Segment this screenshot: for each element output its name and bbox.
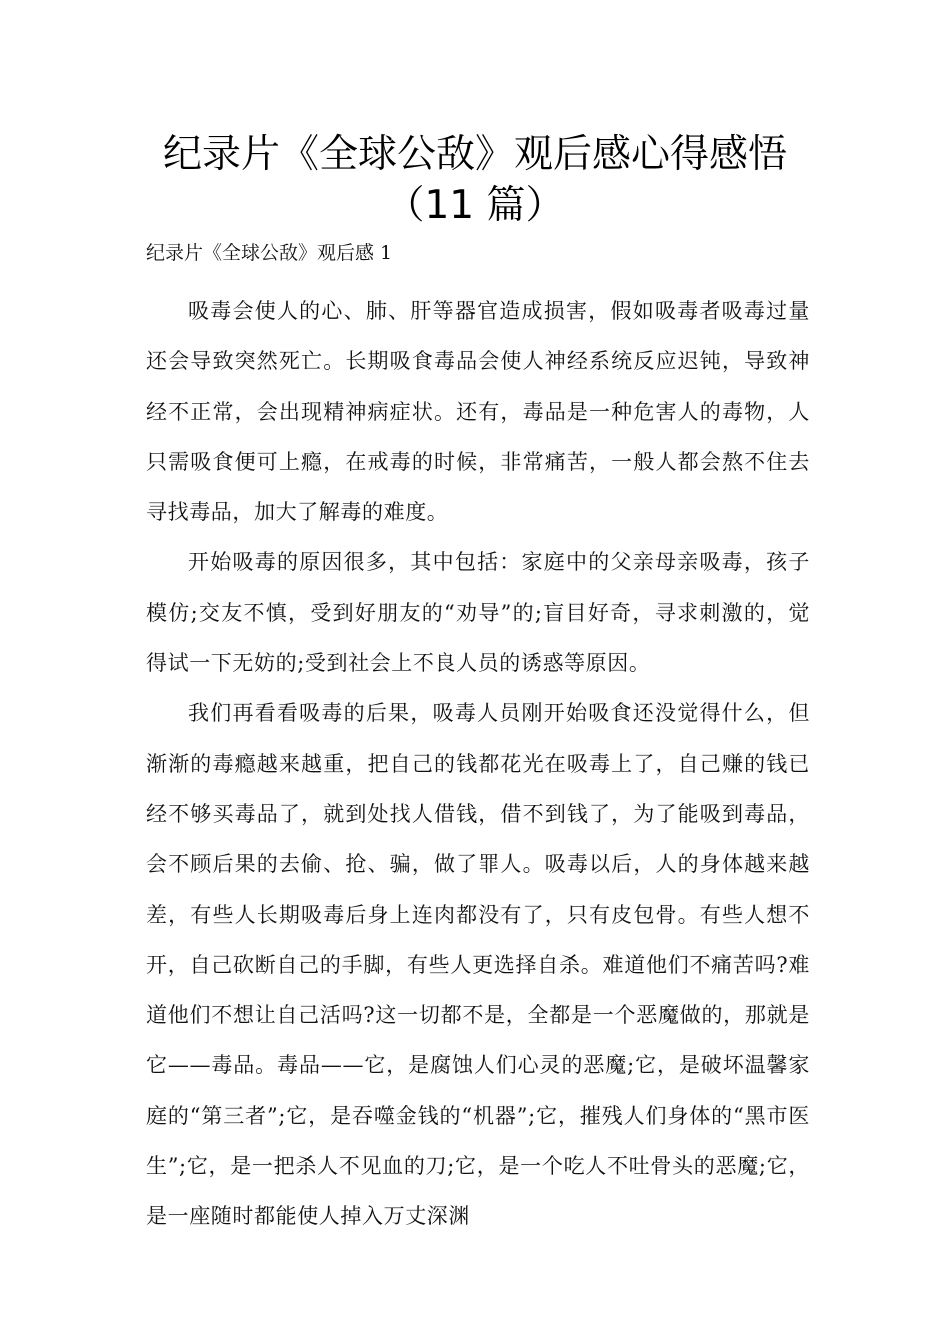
paragraph-3: 我们再看看吸毒的后果，吸毒人员刚开始吸食还没觉得什么，但渐渐的毒瘾越来越重，把自己的钱都花光在吸毒上了，自己赚的钱已经不够买毒品了，就到处找人借钱，借不到钱了，为了能吸到毒品，会不顾后果的去偷、抢、骗，做了罪人。吸毒以后，人的身体越来越差，有些人长期吸毒后身上连肉都没有了，只有皮包骨。有些人想不开，自己砍断自己的手脚，有些人更选择自杀。难道他们不痛苦吗?难道他们不想让自己活吗?这一切都不是，全都是一个恶魔做的，那就是它——毒品。毒品——它，是腐蚀人们心灵的恶魔;它，是破坏温馨家庭的“第三者”;它，是吞噬金钱的“机器”;它，摧残人们身体的“黑市医生”;它，是一把杀人不见血的刀;它，是一个吃人不吐骨头的恶魔;它，是一座随时都能使人掉入万丈深渊 xyxy=(146,701,810,1229)
document-title-line-1: 纪录片《全球公敌》观后感心得感悟 xyxy=(162,132,787,177)
paragraph-2: 开始吸毒的原因很多，其中包括：家庭中的父亲母亲吸毒，孩子模仿;交友不慎，受到好朋友的“劝导”的;盲目好奇，寻求刺激的，觉得试一下无妨的;受到社会上不良人员的诱惑等原因。 xyxy=(146,550,810,676)
paragraph-1: 吸毒会使人的心、肺、肝等器官造成损害，假如吸毒者吸毒过量还会导致突然死亡。长期吸食毒品会使人神经系统反应迟钝，导致神经不正常，会出现精神病症状。还有，毒品是一种危害人的毒物，人只需吸食便可上瘾，在戒毒的时候，非常痛苦，一般人都会熬不住去寻找毒品，加大了解毒的难度。 xyxy=(146,299,810,525)
document-title-line-2: （11 篇） xyxy=(385,183,565,228)
document-body xyxy=(146,286,810,1242)
section-heading: 纪录片《全球公敌》观后感 1 xyxy=(146,242,393,264)
